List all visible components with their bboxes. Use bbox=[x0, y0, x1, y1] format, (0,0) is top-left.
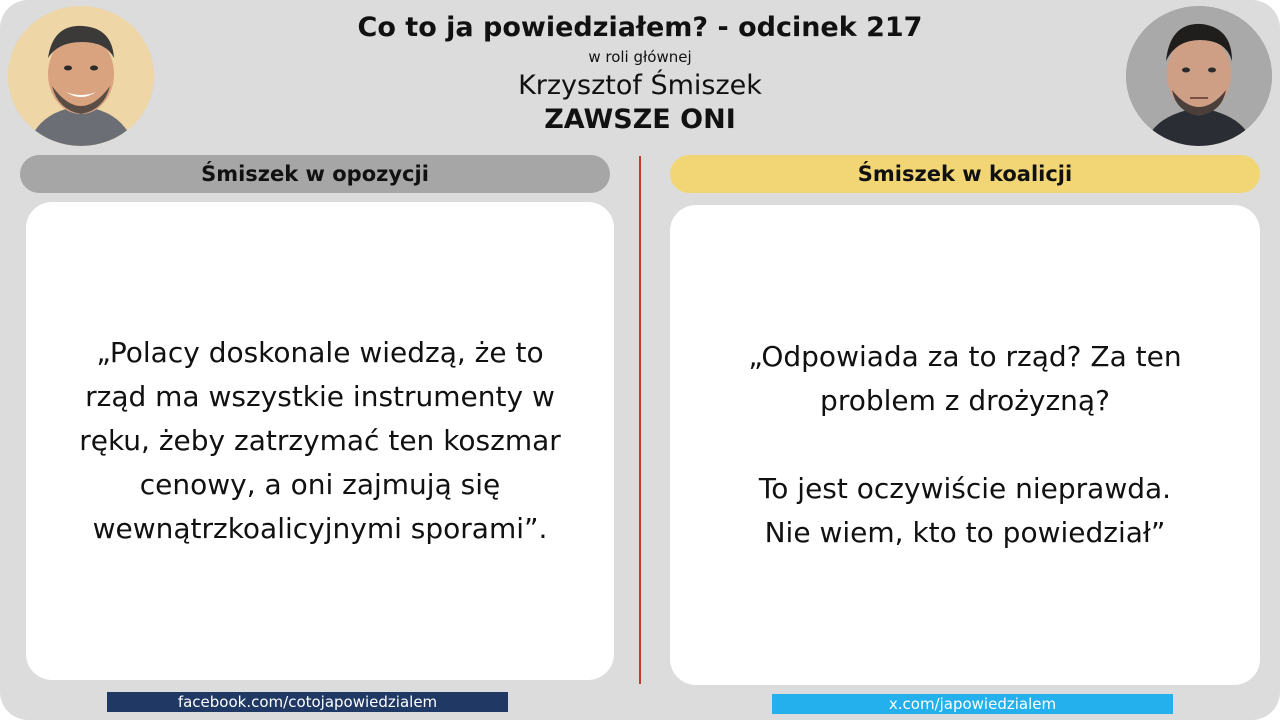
facebook-link[interactable]: facebook.com/cotojapowiedzialem bbox=[107, 692, 508, 712]
episode-theme: ZAWSZE ONI bbox=[544, 104, 736, 135]
episode-subtitle: w roli głównej bbox=[588, 48, 692, 66]
coalition-quote: „Odpowiada za to rząd? Za ten problem z drożyzną? To jest oczywiście nieprawda. Nie wiem, kto to powiedział” bbox=[748, 340, 1182, 549]
opposition-quote: „Polacy doskonale wiedzą, że to rząd ma wszystkie instrumenty w ręku, żeby zatrzymać ten koszmar cenowy, a oni zajmują się wewnątrzkoalicyjnymi sporami”. bbox=[79, 336, 561, 545]
coalition-label: Śmiszek w koalicji bbox=[670, 155, 1260, 193]
opposition-quote-card bbox=[26, 202, 614, 680]
person-name: Krzysztof Śmiszek bbox=[518, 70, 762, 101]
coalition-quote-card bbox=[670, 205, 1260, 685]
x-link[interactable]: x.com/japowiedzialem bbox=[772, 694, 1173, 714]
center-divider bbox=[639, 156, 641, 684]
opposition-label: Śmiszek w opozycji bbox=[20, 155, 610, 193]
episode-title: Co to ja powiedziałem? - odcinek 217 bbox=[357, 12, 923, 43]
